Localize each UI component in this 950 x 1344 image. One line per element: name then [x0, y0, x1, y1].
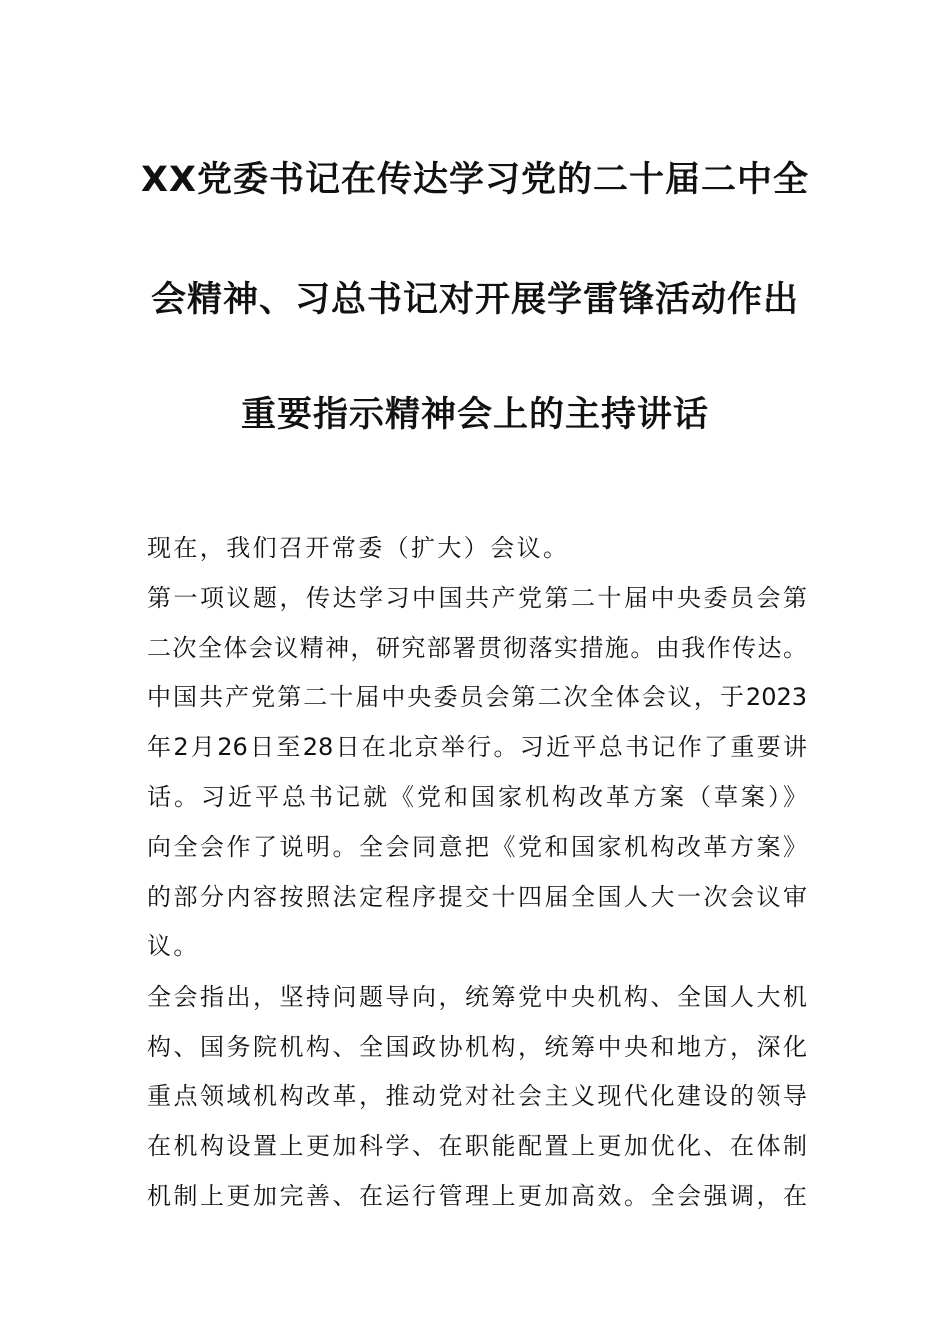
- body-line: 构、国务院机构、全国政协机构，统筹中央和地方，深化: [147, 1033, 807, 1061]
- document-title-line-2: 会精神、习总书记对开展学雷锋活动作出: [150, 280, 799, 320]
- body-line: 议。: [147, 932, 200, 960]
- body-line: 中国共产党第二十届中央委员会第二次全体会议，于2023: [147, 683, 807, 711]
- body-line: 二次全体会议精神，研究部署贯彻落实措施。由我作传达。: [147, 634, 807, 662]
- document-title-line-1: XX党委书记在传达学习党的二十届二中全: [141, 160, 809, 200]
- body-line: 在机构设置上更加科学、在职能配置上更加优化、在体制: [147, 1132, 807, 1160]
- body-line: 年2月26日至28日在北京举行。习近平总书记作了重要讲: [147, 733, 807, 761]
- body-line: 话。习近平总书记就《党和国家机构改革方案（草案）》: [147, 783, 807, 811]
- body-line: 现在，我们召开常委（扩大）会议。: [147, 534, 570, 562]
- document-title-line-3: 重要指示精神会上的主持讲话: [240, 395, 709, 435]
- body-line: 全会指出，坚持问题导向，统筹党中央机构、全国人大机: [147, 983, 807, 1011]
- body-line: 重点领域机构改革，推动党对社会主义现代化建设的领导: [147, 1082, 807, 1110]
- body-line: 第一项议题，传达学习中国共产党第二十届中央委员会第: [147, 584, 807, 612]
- body-line: 向全会作了说明。全会同意把《党和国家机构改革方案》: [147, 833, 807, 861]
- body-line: 的部分内容按照法定程序提交十四届全国人大一次会议审: [147, 883, 807, 911]
- body-line: 机制上更加完善、在运行管理上更加高效。全会强调，在: [147, 1182, 807, 1210]
